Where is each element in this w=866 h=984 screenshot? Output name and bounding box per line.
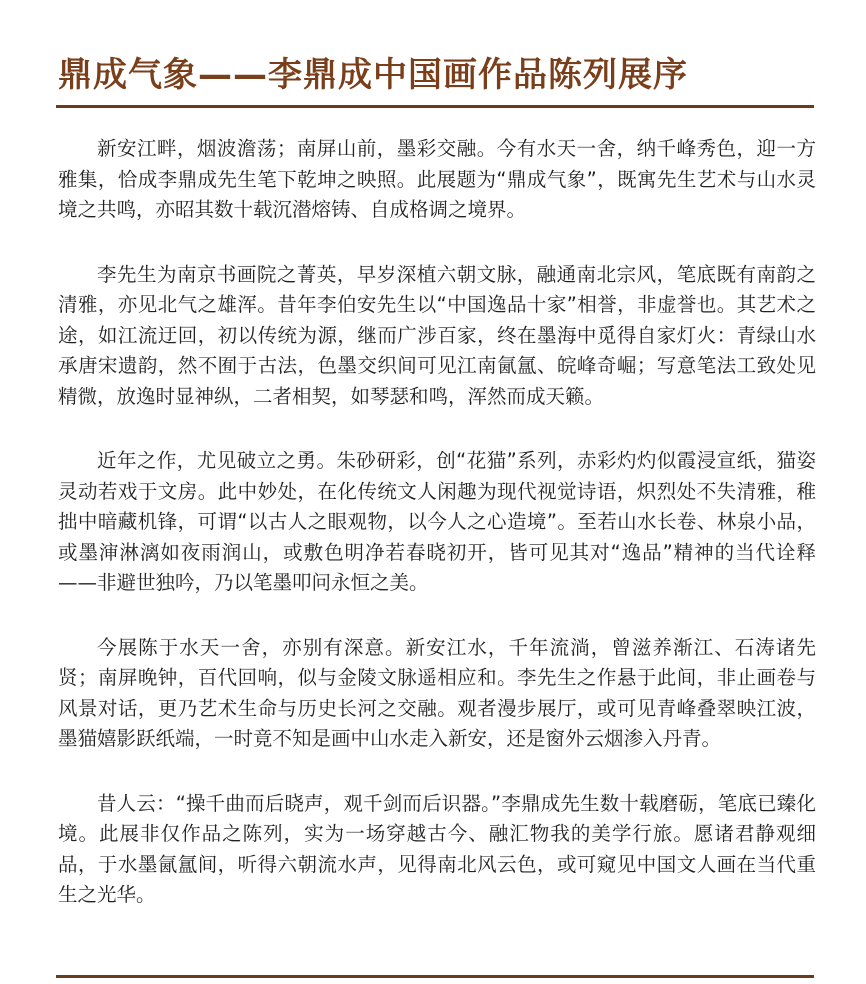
bottom-divider: [56, 975, 814, 978]
paragraph-5: 昔人云：“操千曲而后晓声，观千剑而后识器。”李鼎成先生数十载磨砺，笔底已臻化境。此展非仅作品之陈列，实为一场穿越古今、融汇物我的美学行旅。愿诸君静观细品，于水墨氤氲间，听得六朝流水声，见得南北风云色，或可窥见中国文人画在当代重生之光华。: [58, 791, 816, 906]
paragraph-3: 近年之作，尤见破立之勇。朱砂研彩，创“花猫”系列，赤彩灼灼似霞浸宣纸，猫姿灵动若戏于文房。此中妙处，在化传统文人闲趣为现代视觉诗语，炽烈处不失清雅，稚拙中暗藏机锋，可谓“以古人之眼观物，以今人之心造境”。至若山水长卷、林泉小品，或墨渖淋漓如夜雨润山，或敷色明净若春晓初开，皆可见其对“逸品”精神的当代诠释——非避世独吟，乃以笔墨叩问永恒之美。: [58, 449, 816, 594]
article-body: [58, 134, 816, 911]
paragraph-2: 李先生为南京书画院之菁英，早岁深植六朝文脉，融通南北宗风，笔底既有南韵之清雅，亦见北气之雄浑。昔年李伯安先生以“中国逸品十家”相誉，非虚誉也。其艺术之途，如江流迂回，初以传统为源，继而广涉百家，终在墨海中觅得自家灯火：青绿山水承唐宋遗韵，然不囿于古法，色墨交织间可见江南氤氲、皖峰奇崛；写意笔法工致处见精微，放逸时显神纵，二者相契，如琴瑟和鸣，浑然而成天籁。: [58, 262, 816, 408]
page-title: 鼎成气象——李鼎成中国画作品陈列展序: [58, 55, 688, 95]
paragraph-4: 今展陈于水天一舍，亦别有深意。新安江水，千年流淌，曾滋养渐江、石涛诸先贤；南屏晚钟，百代回响，似与金陵文脉遥相应和。李先生之作悬于此间，非止画卷与风景对话，更乃艺术生命与历史长河之交融。观者漫步展厅，或可见青峰叠翠映江波，墨猫嬉影跃纸端，一时竟不知是画中山水走入新安，还是窗外云烟渗入丹青。: [58, 635, 816, 750]
title-divider: [56, 105, 814, 108]
paragraph-1: 新安江畔，烟波澹荡；南屏山前，墨彩交融。今有水天一舍，纳千峰秀色，迎一方雅集，恰成李鼎成先生笔下乾坤之映照。此展题为“鼎成气象”，既寓先生艺术与山水灵境之共鸣，亦昭其数十载沉潜熔铸、自成格调之境界。: [58, 137, 816, 221]
